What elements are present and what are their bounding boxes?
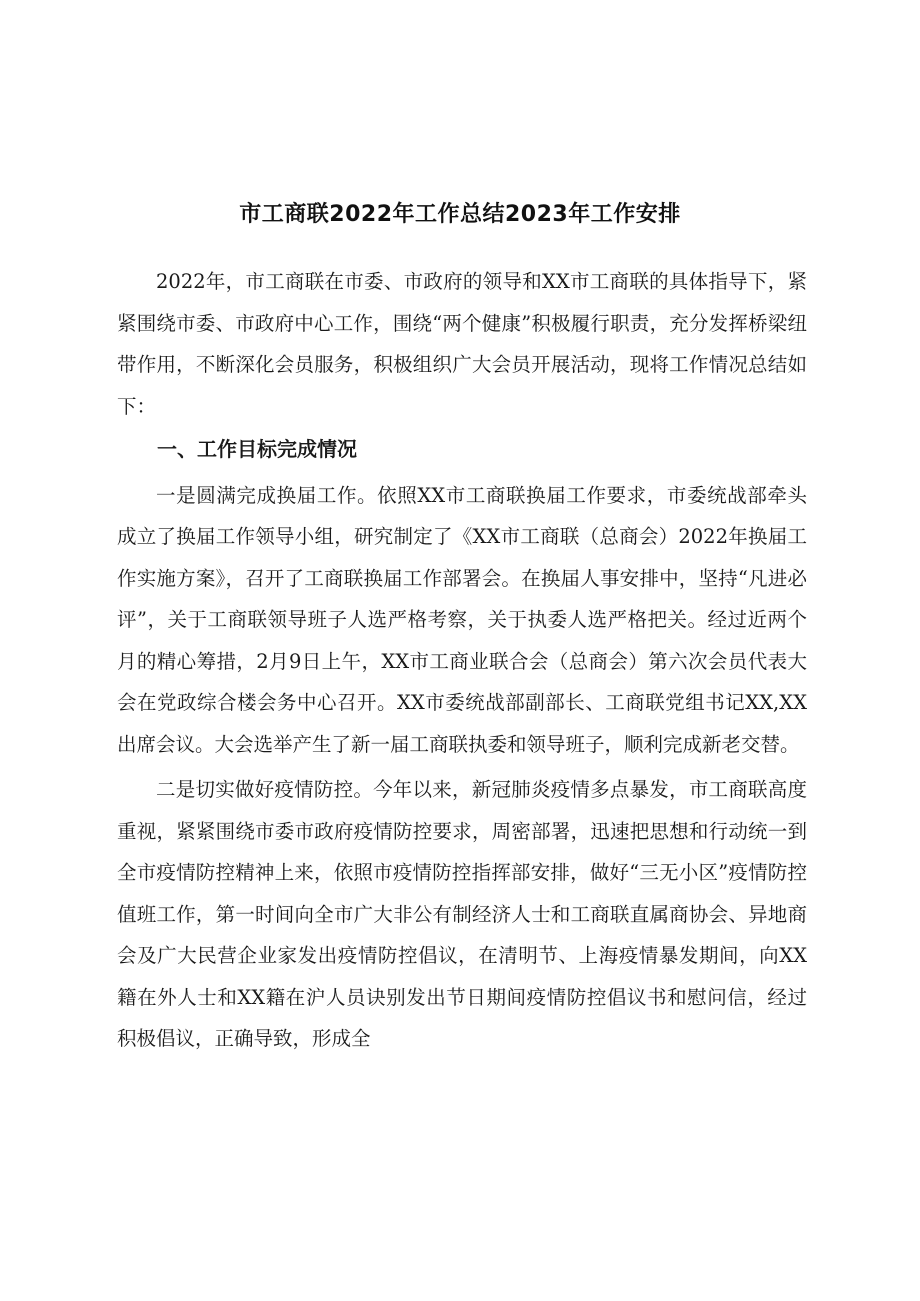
paragraph-2: 二是切实做好疫情防控。今年以来，新冠肺炎疫情多点暴发，市工商联高度重视，紧紧围绕市委市政府疫情防控要求，周密部署，迅速把思想和行动统一到全市疫情防控精神上来，依照市疫情防控指挥部安排，做好“三无小区”疫情防控值班工作，第一时间向全市广大非公有制经济人士和工商联直属商协会、异地商会及广大民营企业家发出疫情防控倡议，在清明节、上海疫情暴发期间，向XX籍在外人士和XX籍在沪人员诀别发出节日期间疫情防控倡议书和慰问信，经过积极倡议，正确导致，形成全 <box>117 778 807 1050</box>
document-title: 市工商联2022年工作总结2023年工作安排 <box>239 202 681 227</box>
paragraph-1: 一是圆满完成换届工作。依照XX市工商联换届工作要求，市委统战部牵头成立了换届工作领导小组，研究制定了《XX市工商联（总商会）2022年换届工作实施方案》，召开了工商联换届工作部署会。在换届人事安排中，坚持“凡进必评”，关于工商联领导班子人选严格考察，关于执委人选严格把关。经过近两个月的精心筹措，2月9日上午，XX市工商业联合会（总商会）第六次会员代表大会在党政综合楼会务中心召开。XX市委统战部副部长、工商联党组书记XX,XX出席会议。大会选举产生了新一届工商联执委和领导班子，顺利完成新老交替。 <box>117 483 807 756</box>
section-heading: 一、工作目标完成情况 <box>157 437 357 461</box>
document-body <box>117 261 807 1060</box>
intro-paragraph: 2022年，市工商联在市委、市政府的领导和XX市工商联的具体指导下，紧紧围绕市委、市政府中心工作，围绕“两个健康”积极履行职责，充分发挥桥梁纽带作用，不断深化会员服务，积极组织广大会员开展活动，现将工作情况总结如下： <box>117 270 807 418</box>
